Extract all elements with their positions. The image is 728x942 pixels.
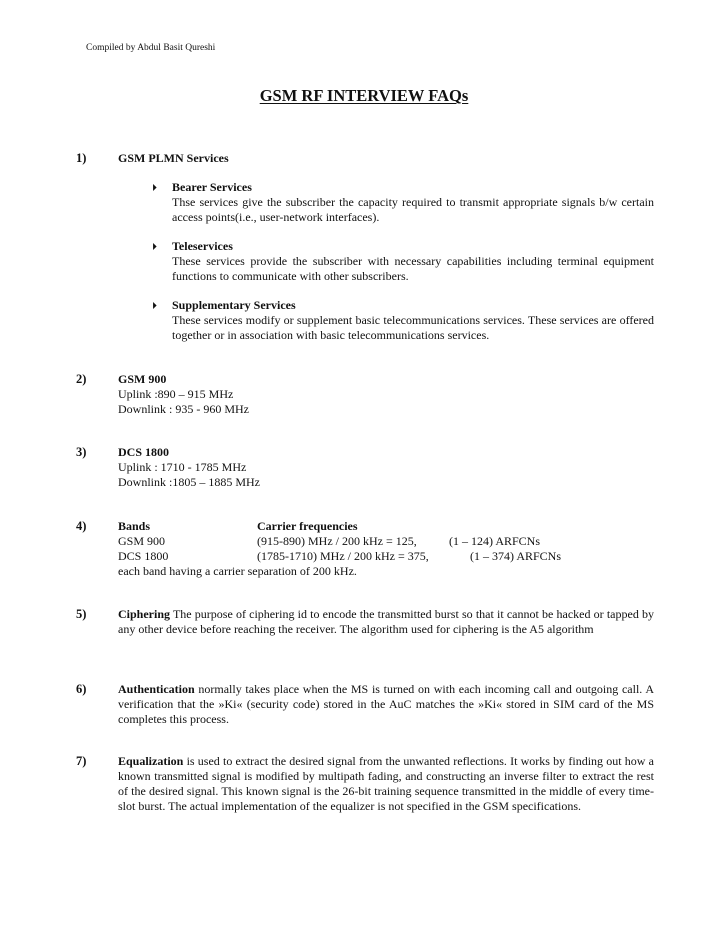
- carrier-calc: (915-890) MHz / 200 kHz = 125,: [257, 534, 417, 548]
- section-3: [118, 445, 654, 490]
- section-2-number: 2): [76, 372, 87, 386]
- service-title: Supplementary Services: [172, 298, 296, 312]
- page-header: Compiled by Abdul Basit Qureshi: [86, 43, 216, 53]
- section-3-heading: DCS 1800: [118, 445, 170, 459]
- service-item-teleservices: [172, 239, 654, 284]
- section-7-number: 7): [76, 754, 87, 768]
- page-title: [0, 86, 728, 106]
- service-item-supplementary: [172, 298, 654, 343]
- section-5-number: 5): [76, 607, 87, 621]
- section-4-number: 4): [76, 519, 87, 533]
- equalization-text: is used to extract the desired signal from the unwanted reflections. It works by finding out how a known transmitted signal is modified by multipath fading, and constructing an inverse filter to extract the rest of the desired signal. This known signal is the 26-bit training sequence transmitted in the middle of every time-slot burst. The actual implementation of the equalizer is not specified in the GSM specifications.: [118, 754, 654, 813]
- term-authentication: Authentication: [118, 682, 195, 696]
- bullet-arrow-icon: ⏵: [152, 301, 157, 312]
- section-2-heading: GSM 900: [118, 372, 167, 386]
- service-description: Thse services give the subscriber the capacity required to transmit appropriate signals b/w certain access points(i.e., user-network interfaces).: [172, 195, 654, 224]
- col-carrier-header: Carrier frequencies: [257, 519, 358, 533]
- col-bands-header: Bands: [118, 519, 151, 533]
- term-ciphering: Ciphering: [118, 607, 171, 621]
- arfcn-range: (1 – 124) ARFCNs: [449, 534, 541, 548]
- arfcn-range: (1 – 374) ARFCNs: [470, 549, 562, 563]
- bullet-arrow-icon: ⏵: [152, 242, 157, 253]
- carrier-calc: (1785-1710) MHz / 200 kHz = 375,: [257, 549, 429, 563]
- downlink-line: Downlink : 935 - 960 MHz: [118, 402, 249, 416]
- band-name: DCS 1800: [118, 549, 169, 563]
- section-1-number: 1): [76, 151, 87, 165]
- table-header-row: [118, 519, 654, 534]
- ciphering-text: The purpose of ciphering id to encode the transmitted burst so that it cannot be hacked or tapped by any other device before reaching the receiver. The algorithm used for ciphering is the A5 algorithm: [118, 607, 654, 636]
- uplink-line: Uplink : 1710 - 1785 MHz: [118, 460, 247, 474]
- section-3-number: 3): [76, 445, 87, 459]
- section-6-paragraph: [118, 682, 654, 727]
- table-note: [118, 564, 654, 579]
- section-4-bands-table: [118, 519, 654, 579]
- service-item-bearer: [172, 180, 654, 225]
- section-5-paragraph: [118, 607, 654, 637]
- section-6-number: 6): [76, 682, 87, 696]
- service-description: These services provide the subscriber with necessary capabilities including terminal equipment functions to communicate with other subscribers.: [172, 254, 654, 283]
- carrier-separation-note: each band having a carrier separation of 200 kHz.: [118, 564, 357, 578]
- table-row: [118, 549, 654, 564]
- service-title: Teleservices: [172, 239, 233, 253]
- band-name: GSM 900: [118, 534, 166, 548]
- service-description: These services modify or supplement basic telecommunications services. These services are offered together or in association with basic telecommunications services.: [172, 313, 654, 342]
- section-1-heading: GSM PLMN Services: [118, 151, 229, 165]
- bullet-arrow-icon: ⏵: [152, 183, 157, 194]
- term-equalization: Equalization: [118, 754, 184, 768]
- uplink-line: Uplink :890 – 915 MHz: [118, 387, 234, 401]
- downlink-line: Downlink :1805 – 1885 MHz: [118, 475, 260, 489]
- authentication-text: normally takes place when the MS is turned on with each incoming call and outgoing call. A verification that the »Ki« (security code) stored in the AuC matches the »Ki« stored in SIM card of the MS completes this process.: [118, 682, 654, 726]
- table-row: [118, 534, 654, 549]
- page-title-text: GSM RF INTERVIEW FAQs: [259, 86, 469, 105]
- section-2: [118, 372, 654, 417]
- section-7-paragraph: [118, 754, 654, 814]
- service-title: Bearer Services: [172, 180, 252, 194]
